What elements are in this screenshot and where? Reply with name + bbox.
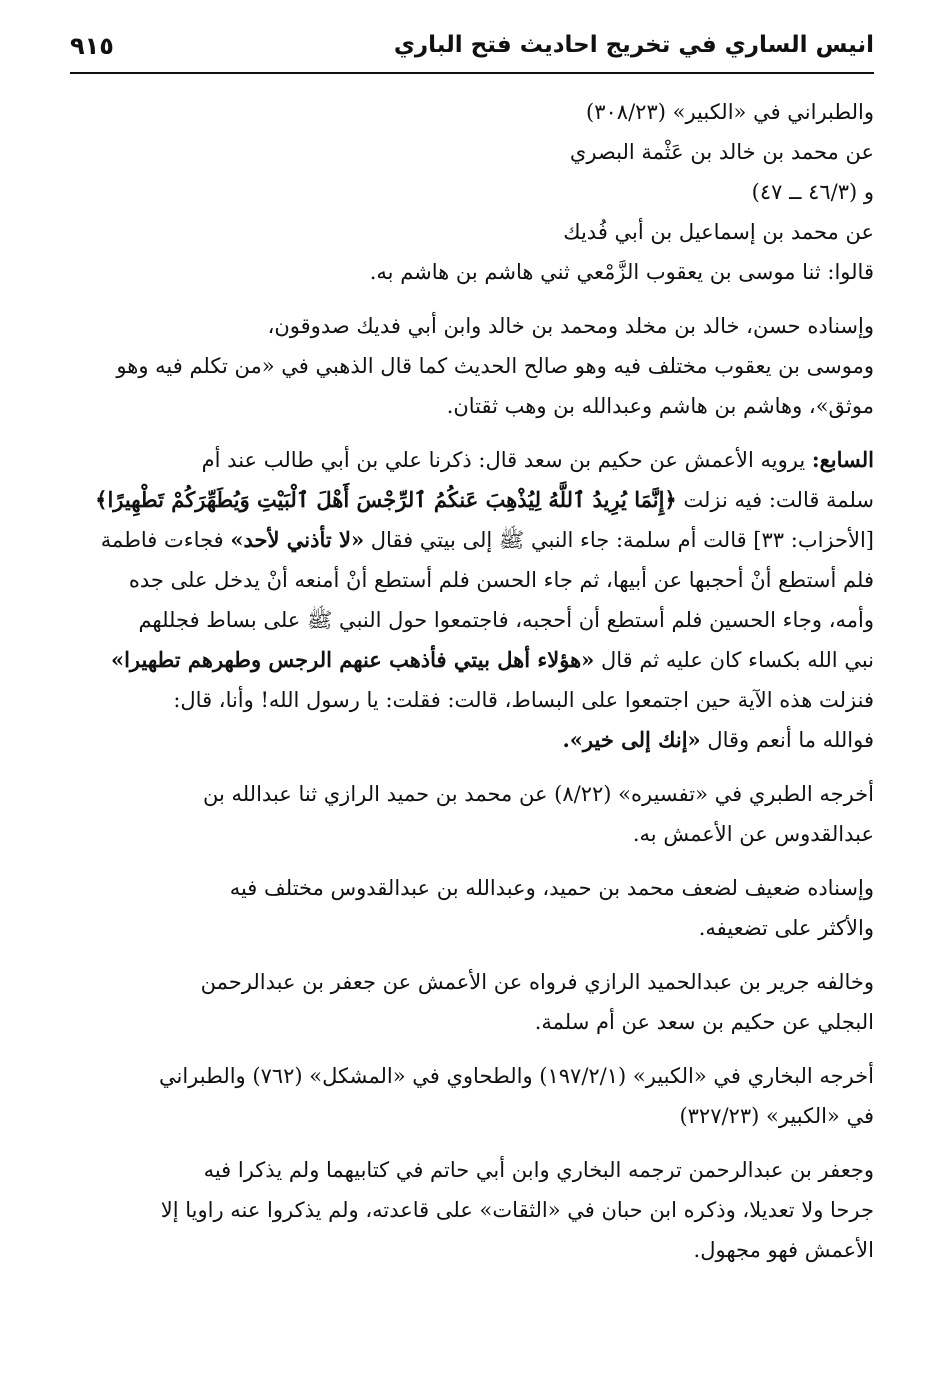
running-header	[70, 30, 874, 74]
text-span: [الأحزاب: ٣٣] قالت أم سلمة: جاء النبي ﷺ إلى بيتي فقال	[364, 528, 874, 552]
text-line: وإسناده حسن، خالد بن مخلد ومحمد بن خالد وابن أبي فديك صدوقون،	[267, 314, 874, 338]
quran-verse: ﴿إِنَّمَا يُرِيدُ ٱللَّهُ لِيُذْهِبَ عَنكُمُ ٱلرِّجْسَ أَهْلَ ٱلْبَيْتِ وَيُطَهِّرَكُمْ تَطْهِيرًا﴾	[95, 487, 677, 512]
text-line: البجلي عن حكيم بن سعد عن أم سلمة.	[534, 1010, 874, 1034]
hadith-quote: «إنك إلى خير».	[562, 727, 701, 752]
text-line	[78, 640, 874, 680]
text-line: وخالفه جرير بن عبدالحميد الرازي فرواه عن الأعمش عن جعفر بن عبدالرحمن	[200, 970, 874, 994]
text-line: أخرجه البخاري في «الكبير» (١٩٧/٢/١) والطحاوي في «المشكل» (٧٦٢) والطبراني	[158, 1064, 874, 1088]
text-line	[78, 720, 874, 760]
text-line: عن محمد بن إسماعيل بن أبي فُديك	[563, 220, 874, 244]
text-line	[78, 520, 874, 560]
text-line	[78, 440, 874, 480]
text-line: في «الكبير» (٣٢٧/٢٣)	[679, 1104, 874, 1128]
hadith-quote: «هؤلاء أهل بيتي فأذهب عنهم الرجس وطهرهم تطهيرا»	[110, 647, 595, 672]
text-line: والطبراني في «الكبير» (٣٠٨/٢٣)	[586, 100, 874, 124]
text-span: فوالله ما أنعم وقال	[700, 728, 874, 752]
text-line: وأمه، وجاء الحسين فلم أستطع أن أحجبه، فاجتمعوا حول النبي ﷺ على بساط فجللهم	[138, 608, 874, 632]
text-line: وجعفر بن عبدالرحمن ترجمه البخاري وابن أبي حاتم في كتابيهما ولم يذكرا فيه	[203, 1158, 874, 1182]
paragraph-bukhari-takhrij	[78, 1056, 874, 1136]
text-line: فلم أستطع أنْ أحجبها عن أبيها، ثم جاء الحسن فلم أستطع أنْ أمنعه أنْ يدخل على جده	[128, 568, 874, 592]
text-line: الأعمش فهو مجهول.	[693, 1238, 874, 1262]
page-number: ٩١٥	[70, 32, 114, 60]
text-span: يرويه الأعمش عن حكيم بن سعد قال: ذكرنا علي بن أبي طالب عند أم	[201, 448, 812, 472]
text-line: وموسى بن يعقوب مختلف فيه وهو صالح الحديث كما قال الذهبي في «من تكلم فيه وهو	[116, 354, 874, 378]
paragraph-jafar-status	[78, 1150, 874, 1270]
section-label: السابع:	[811, 447, 874, 472]
text-span: فجاءت فاطمة	[100, 528, 231, 552]
text-line: عن محمد بن خالد بن عَثْمة البصري	[569, 140, 874, 164]
hadith-quote: «لا تأذني لأحد»	[230, 527, 365, 552]
paragraph-seventh-narration	[78, 440, 874, 760]
paragraph-isnad-assessment	[78, 306, 874, 426]
text-line: فنزلت هذه الآية حين اجتمعوا على البساط، قالت: فقلت: يا رسول الله! وأنا، قال:	[173, 688, 874, 712]
paragraph-tabari-takhrij	[78, 774, 874, 854]
text-line: عبدالقدوس عن الأعمش به.	[632, 822, 874, 846]
paragraph-jarir-variant	[78, 962, 874, 1042]
text-line: قالوا: ثنا موسى بن يعقوب الزَّمْعي ثني هاشم بن هاشم به.	[369, 260, 874, 284]
text-line	[78, 480, 874, 520]
text-line: والأكثر على تضعيفه.	[698, 916, 874, 940]
text-span: سلمة قالت: فيه نزلت	[676, 488, 874, 512]
text-line: و (٤٦/٣ ــ ٤٧)	[751, 180, 874, 204]
paragraph-weak-isnad	[78, 868, 874, 948]
text-line: جرحا ولا تعديلا، وذكره ابن حبان في «الثقات» على قاعدته، ولم يذكروا عنه راويا إلا	[160, 1198, 874, 1222]
text-line: موثق»، وهاشم بن هاشم وعبدالله بن وهب ثقتان.	[446, 394, 874, 418]
book-title: انيس الساري في تخريج احاديث فتح الباري	[393, 32, 874, 58]
text-span: نبي الله بكساء كان عليه ثم قال	[594, 648, 874, 672]
text-line: وإسناده ضعيف لضعف محمد بن حميد، وعبدالله بن عبدالقدوس مختلف فيه	[229, 876, 874, 900]
text-line: أخرجه الطبري في «تفسيره» (٨/٢٢) عن محمد بن حميد الرازي ثنا عبدالله بن	[202, 782, 874, 806]
page-body	[78, 92, 874, 1270]
